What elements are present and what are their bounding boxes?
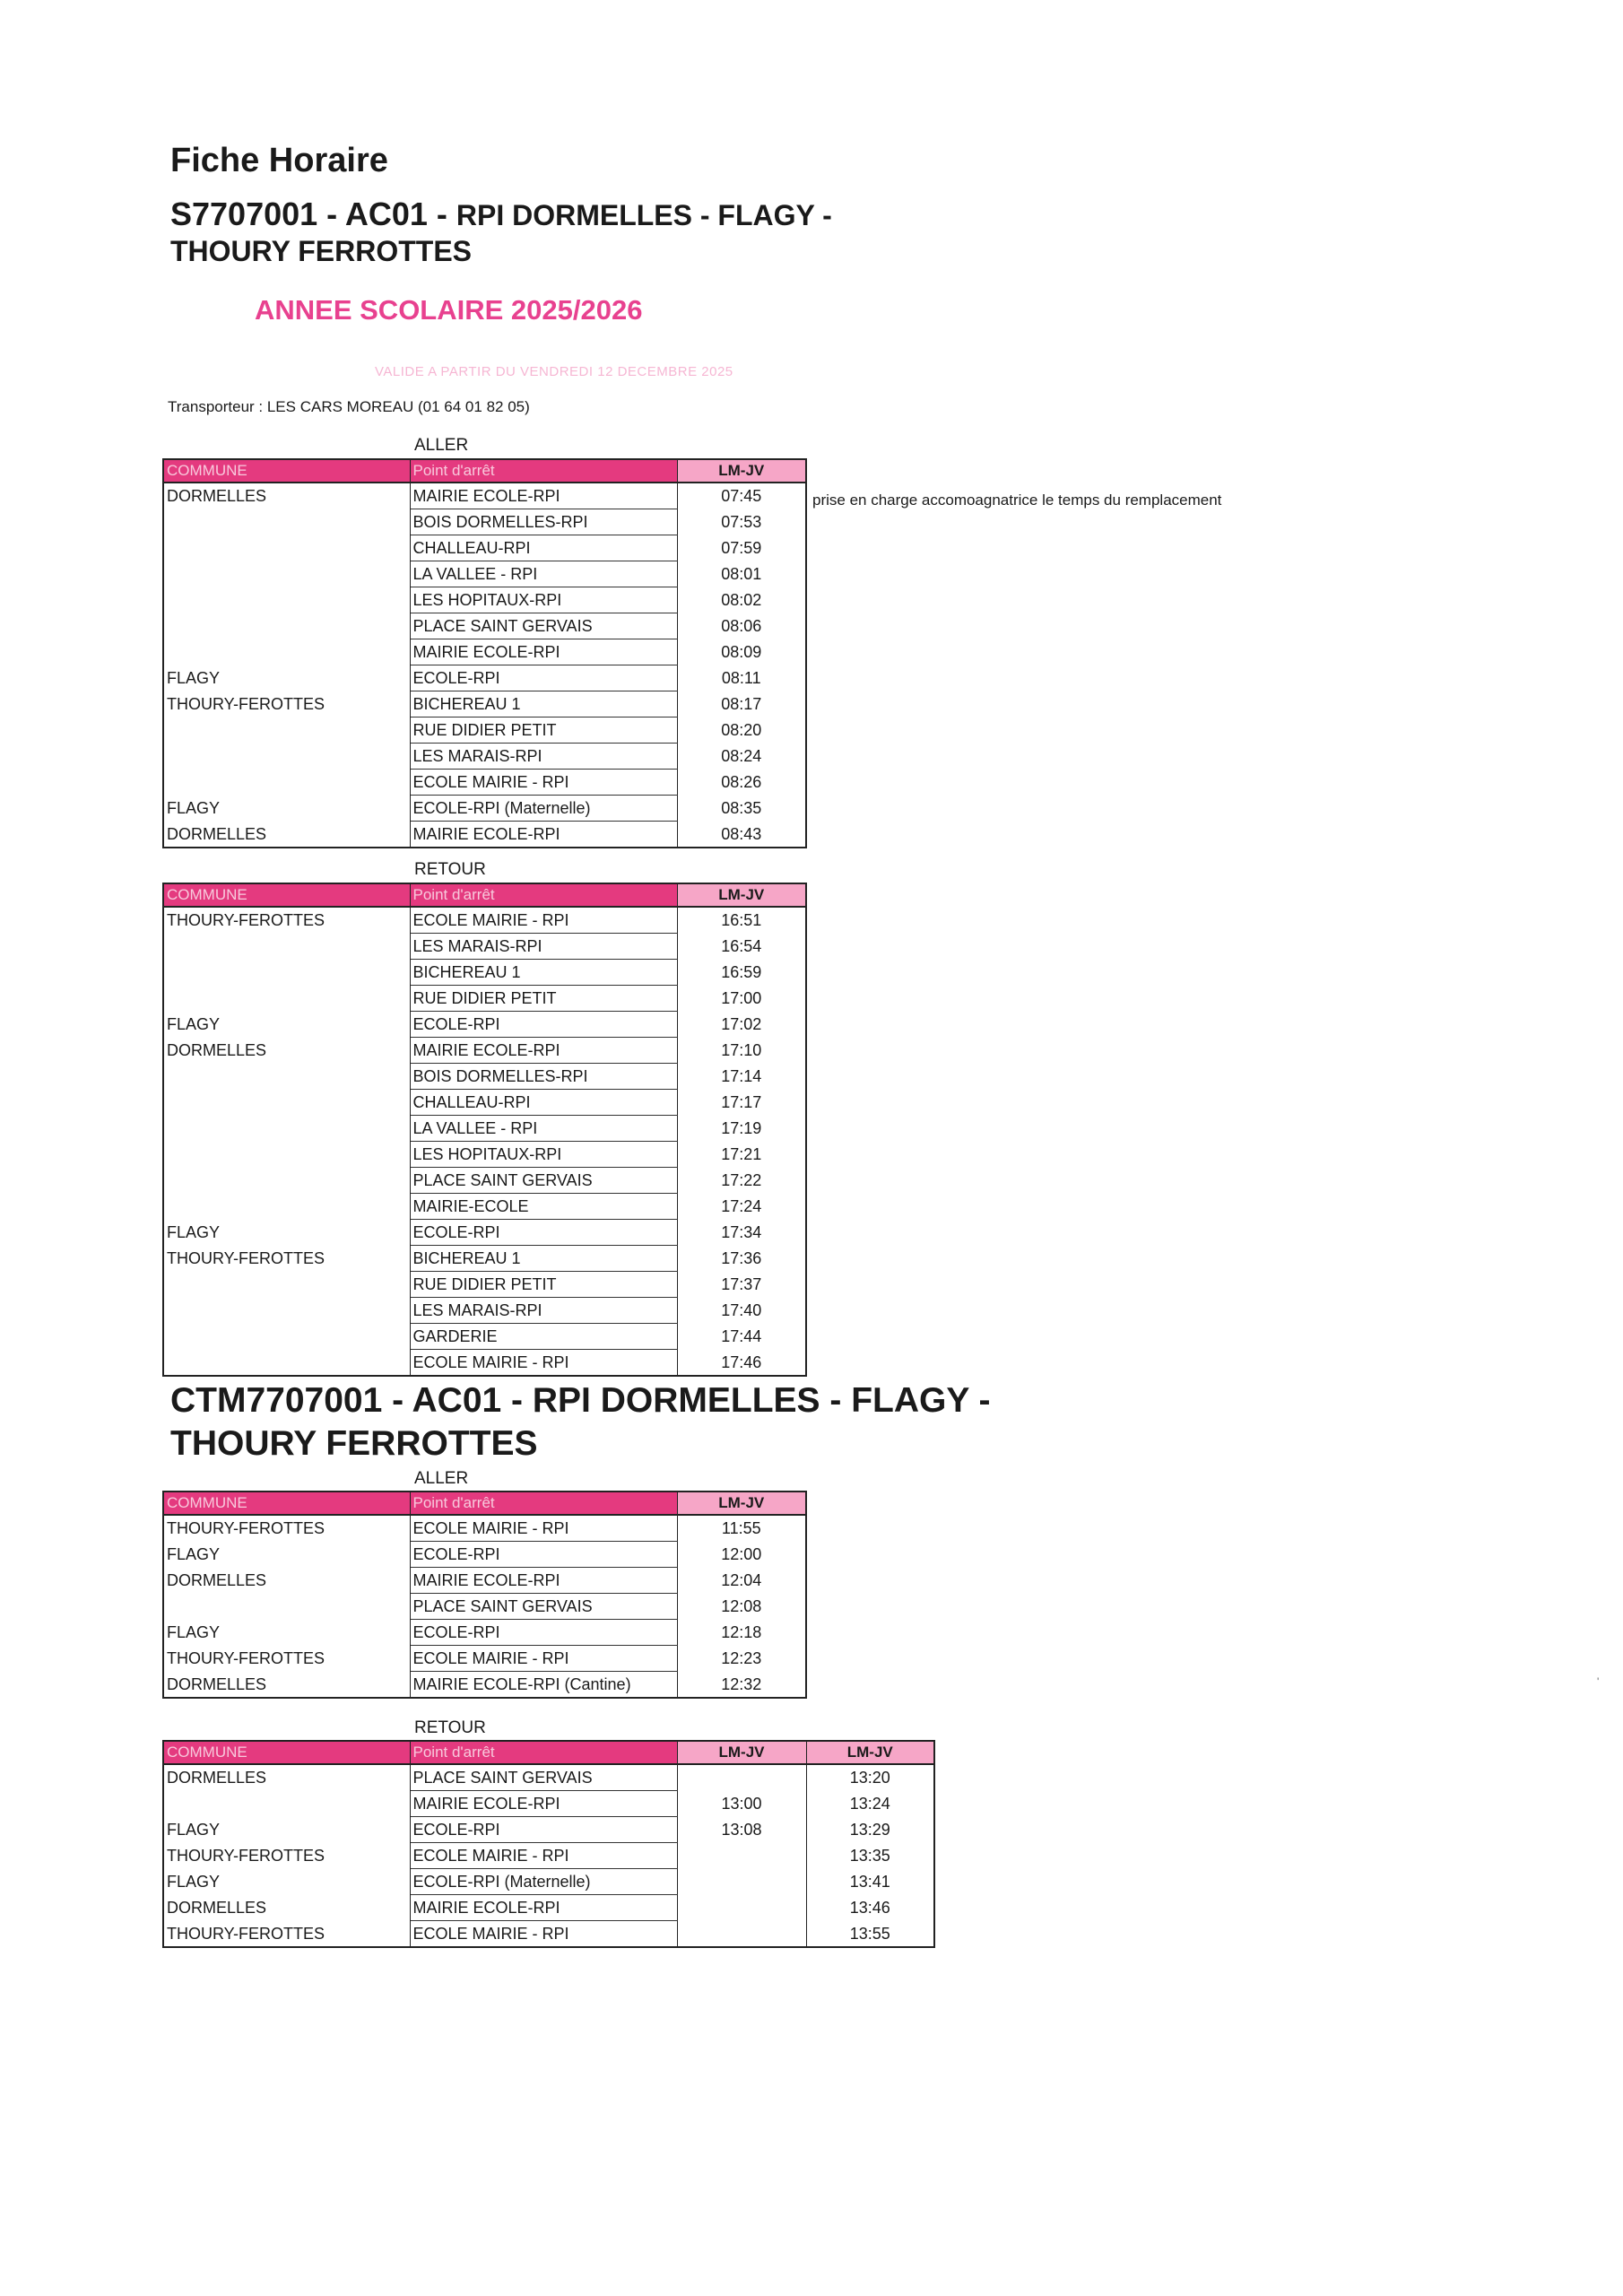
cell-time: 17:34 (721, 1223, 762, 1241)
cell-time: 08:06 (721, 617, 762, 635)
cell-commune: THOURY-FEROTTES (163, 691, 410, 718)
cell-commune: THOURY-FEROTTES (163, 1646, 410, 1672)
header-stop: Point d'arrêt (410, 1741, 677, 1764)
cell-stop: MAIRIE ECOLE-RPI (410, 1038, 677, 1064)
cell-stop: BICHEREAU 1 (410, 960, 677, 986)
table-header-row (163, 1741, 934, 1764)
table-row (163, 665, 806, 691)
carrier-info: Transporteur : LES CARS MOREAU (01 64 01 82 05) (168, 398, 530, 415)
cell-stop: LA VALLEE - RPI (410, 561, 677, 587)
cell-stop: ECOLE MAIRIE - RPI (410, 770, 677, 796)
cell-time: 17:46 (721, 1352, 762, 1371)
cell-time: 12:23 (721, 1649, 762, 1667)
table-header-row (163, 1492, 806, 1515)
cell-time: 08:43 (721, 824, 762, 843)
table-row (163, 1843, 934, 1869)
table-row (163, 1594, 806, 1620)
cell-time: 17:17 (721, 1093, 762, 1111)
cell-stop: LA VALLEE - RPI (410, 1116, 677, 1142)
table-row (163, 1090, 806, 1116)
section2-title-line2: THOURY FERROTTES (170, 1424, 538, 1463)
section2-title-line1: CTM7707001 - AC01 - RPI DORMELLES - FLAGY - (170, 1381, 991, 1420)
table-row (163, 1116, 806, 1142)
pickup-note: prise en charge accomoagnatrice le temps du remplacement (812, 491, 1222, 509)
c-retour-label: RETOUR (414, 1718, 486, 1737)
cell-commune (163, 1168, 410, 1194)
table-row (163, 535, 806, 561)
s-retour-label: RETOUR (414, 860, 486, 879)
validity-notice: VALIDE A PARTIR DU VENDREDI 12 DECEMBRE 2025 (375, 364, 733, 379)
header-time: LM-JV (806, 1741, 934, 1764)
cell-commune (163, 561, 410, 587)
cell-time: 17:19 (721, 1119, 762, 1137)
table-row (163, 1350, 806, 1377)
cell-time: 11:55 (721, 1519, 761, 1538)
cell-commune: DORMELLES (163, 1038, 410, 1064)
header-commune: COMMUNE (163, 1492, 410, 1515)
cell-commune (163, 960, 410, 986)
cell-stop: MAIRIE ECOLE-RPI (410, 1791, 677, 1817)
table-row (163, 561, 806, 587)
cell-stop: BICHEREAU 1 (410, 691, 677, 718)
header-commune: COMMUNE (163, 1741, 410, 1764)
cell-stop: MAIRIE ECOLE-RPI (410, 1895, 677, 1921)
line-code (170, 196, 832, 233)
cell-time: 08:26 (721, 773, 762, 791)
cell-time: 07:45 (721, 487, 762, 506)
cell-time: 13:08 (677, 1817, 806, 1843)
cell-time (677, 1869, 806, 1895)
cell-time: 13:46 (849, 1899, 890, 1917)
table-header-row (163, 883, 806, 907)
cell-stop: MAIRIE ECOLE-RPI (410, 483, 677, 509)
cell-stop: ECOLE-RPI (410, 1620, 677, 1646)
cell-commune (163, 1324, 410, 1350)
cell-stop: RUE DIDIER PETIT (410, 1272, 677, 1298)
cell-commune: THOURY-FEROTTES (163, 1246, 410, 1272)
cell-time: 17:02 (721, 1015, 762, 1033)
cell-stop: ECOLE-RPI (410, 1817, 677, 1843)
cell-time: 08:01 (721, 565, 762, 583)
cell-stop: ECOLE-RPI (410, 1542, 677, 1568)
cell-stop: BICHEREAU 1 (410, 1246, 677, 1272)
cell-stop: ECOLE MAIRIE - RPI (410, 907, 677, 934)
cell-stop: GARDERIE (410, 1324, 677, 1350)
table-row (163, 1298, 806, 1324)
cell-commune: DORMELLES (163, 483, 410, 509)
cell-time: 16:59 (721, 963, 762, 981)
table-row (163, 1064, 806, 1090)
cell-time: 17:21 (721, 1145, 762, 1163)
cell-commune (163, 613, 410, 639)
header-stop: Point d'arrêt (410, 459, 677, 483)
cell-commune: DORMELLES (163, 1568, 410, 1594)
cell-stop: ECOLE MAIRIE - RPI (410, 1843, 677, 1869)
line-code-route-end: THOURY FERROTTES (170, 235, 473, 267)
cell-time: 17:10 (721, 1041, 762, 1059)
cell-commune (163, 1791, 410, 1817)
cell-stop: CHALLEAU-RPI (410, 535, 677, 561)
cell-commune (163, 509, 410, 535)
header-commune: COMMUNE (163, 459, 410, 483)
cell-stop: MAIRIE ECOLE-RPI (410, 639, 677, 665)
table-row (163, 1646, 806, 1672)
header-time: LM-JV (677, 459, 806, 483)
header-stop: Point d'arrêt (410, 1492, 677, 1515)
cell-stop: RUE DIDIER PETIT (410, 718, 677, 744)
header-time: LM-JV (677, 883, 806, 907)
table-row (163, 1324, 806, 1350)
cell-commune (163, 639, 410, 665)
table-row (163, 1568, 806, 1594)
cell-commune: FLAGY (163, 665, 410, 691)
table-row (163, 1038, 806, 1064)
table-row (163, 1620, 806, 1646)
cell-commune: FLAGY (163, 1220, 410, 1246)
cell-commune: FLAGY (163, 1869, 410, 1895)
table-row (163, 1515, 806, 1542)
cell-commune: FLAGY (163, 1620, 410, 1646)
cell-commune (163, 587, 410, 613)
cell-time: 12:08 (721, 1597, 762, 1615)
cell-time: 17:24 (721, 1197, 762, 1215)
cell-time: 12:32 (721, 1674, 762, 1693)
cell-stop: RUE DIDIER PETIT (410, 986, 677, 1012)
table-row (163, 1168, 806, 1194)
cell-stop: CHALLEAU-RPI (410, 1090, 677, 1116)
cell-time: 08:35 (721, 799, 762, 817)
cell-stop: LES MARAIS-RPI (410, 1298, 677, 1324)
cell-commune (163, 1116, 410, 1142)
cell-commune (163, 1064, 410, 1090)
table-row (163, 960, 806, 986)
table-row (163, 1817, 934, 1843)
cell-time: 17:44 (721, 1327, 762, 1345)
cell-stop: LES HOPITAUX-RPI (410, 1142, 677, 1168)
cell-stop: BOIS DORMELLES-RPI (410, 509, 677, 535)
cell-stop: LES HOPITAUX-RPI (410, 587, 677, 613)
cell-commune: DORMELLES (163, 1672, 410, 1699)
cell-time: 08:02 (721, 591, 762, 609)
cell-time: 08:24 (721, 747, 762, 765)
line-code-route: RPI DORMELLES - FLAGY - (456, 199, 832, 231)
cell-commune: FLAGY (163, 796, 410, 822)
cell-time: 17:00 (721, 989, 762, 1007)
cell-stop: MAIRIE-ECOLE (410, 1194, 677, 1220)
cell-time: 08:20 (721, 721, 762, 739)
table-row (163, 986, 806, 1012)
cell-commune (163, 770, 410, 796)
cell-commune: THOURY-FEROTTES (163, 1921, 410, 1948)
table-row (163, 1012, 806, 1038)
table-row (163, 907, 806, 934)
schedule-table-retour (162, 883, 807, 1377)
cell-stop: ECOLE-RPI (410, 1012, 677, 1038)
cell-time: 13:29 (849, 1821, 890, 1839)
table-row (163, 1921, 934, 1948)
cell-stop: ECOLE-RPI (410, 1220, 677, 1246)
table-row (163, 1194, 806, 1220)
table-row (163, 1542, 806, 1568)
schedule-table-ctm-aller (162, 1491, 807, 1699)
cell-commune: THOURY-FEROTTES (163, 1843, 410, 1869)
cell-time: 17:37 (721, 1275, 762, 1293)
cell-time: 13:55 (849, 1924, 890, 1943)
cell-time (677, 1921, 806, 1948)
cell-time: 08:11 (721, 669, 761, 687)
table-row (163, 1869, 934, 1895)
cell-time: 17:14 (721, 1067, 762, 1085)
cell-time: 12:04 (721, 1571, 762, 1589)
cell-stop: ECOLE-RPI (410, 665, 677, 691)
cell-time: 12:18 (721, 1623, 762, 1641)
cell-stop: ECOLE MAIRIE - RPI (410, 1646, 677, 1672)
schedule-table-aller (162, 458, 807, 848)
table-row (163, 691, 806, 718)
table-row (163, 483, 806, 509)
cell-time: 16:51 (721, 911, 762, 930)
cell-stop: PLACE SAINT GERVAIS (410, 1594, 677, 1620)
page-title: Fiche Horaire (170, 142, 388, 179)
cell-time: 08:09 (721, 643, 762, 661)
cell-time: 07:53 (721, 513, 762, 531)
cell-commune: THOURY-FEROTTES (163, 1515, 410, 1542)
cell-time (677, 1764, 806, 1791)
cell-commune (163, 1272, 410, 1298)
table-row (163, 718, 806, 744)
table-row (163, 796, 806, 822)
table-header-row (163, 459, 806, 483)
table-row (163, 822, 806, 848)
header-commune: COMMUNE (163, 883, 410, 907)
cell-stop: ECOLE-RPI (Maternelle) (410, 796, 677, 822)
cell-stop: PLACE SAINT GERVAIS (410, 1168, 677, 1194)
header-time: LM-JV (677, 1741, 806, 1764)
table-row (163, 1764, 934, 1791)
table-row (163, 1895, 934, 1921)
header-time: LM-JV (677, 1492, 806, 1515)
cell-commune: THOURY-FEROTTES (163, 907, 410, 934)
cell-time: 08:17 (721, 695, 762, 713)
cell-commune: DORMELLES (163, 822, 410, 848)
cell-commune (163, 718, 410, 744)
table-row (163, 744, 806, 770)
page-mark: ' (1597, 1675, 1600, 1688)
cell-stop: MAIRIE ECOLE-RPI (Cantine) (410, 1672, 677, 1699)
cell-time: 17:36 (721, 1249, 762, 1267)
table-row (163, 934, 806, 960)
table-row (163, 1672, 806, 1699)
cell-commune (163, 1298, 410, 1324)
cell-time: 17:40 (721, 1301, 762, 1319)
table-row (163, 1246, 806, 1272)
cell-stop: LES MARAIS-RPI (410, 744, 677, 770)
cell-stop: ECOLE MAIRIE - RPI (410, 1350, 677, 1377)
table-row (163, 613, 806, 639)
cell-time (677, 1895, 806, 1921)
cell-commune: DORMELLES (163, 1895, 410, 1921)
table-row (163, 1220, 806, 1246)
table-row (163, 770, 806, 796)
cell-stop: ECOLE MAIRIE - RPI (410, 1921, 677, 1948)
cell-commune (163, 1350, 410, 1377)
cell-time: 13:20 (849, 1769, 890, 1787)
school-year: ANNEE SCOLAIRE 2025/2026 (255, 294, 643, 326)
table-row (163, 587, 806, 613)
cell-stop: BOIS DORMELLES-RPI (410, 1064, 677, 1090)
cell-time: 13:24 (849, 1795, 890, 1813)
cell-commune (163, 934, 410, 960)
c-aller-label: ALLER (414, 1469, 469, 1488)
table-row (163, 509, 806, 535)
schedule-table-ctm-retour (162, 1740, 935, 1948)
s-aller-label: ALLER (414, 436, 469, 455)
cell-commune (163, 986, 410, 1012)
cell-time: 17:22 (721, 1171, 762, 1189)
table-row (163, 1142, 806, 1168)
cell-stop: ECOLE-RPI (Maternelle) (410, 1869, 677, 1895)
table-row (163, 639, 806, 665)
cell-commune (163, 1142, 410, 1168)
table-row (163, 1272, 806, 1298)
cell-stop: PLACE SAINT GERVAIS (410, 613, 677, 639)
cell-commune: DORMELLES (163, 1764, 410, 1791)
cell-commune: FLAGY (163, 1012, 410, 1038)
cell-time: 12:00 (721, 1545, 762, 1563)
cell-time: 13:35 (849, 1847, 890, 1865)
cell-stop: MAIRIE ECOLE-RPI (410, 822, 677, 848)
cell-commune: FLAGY (163, 1542, 410, 1568)
cell-commune (163, 1594, 410, 1620)
cell-time (677, 1843, 806, 1869)
cell-commune (163, 535, 410, 561)
cell-time: 13:41 (849, 1873, 890, 1891)
table-row (163, 1791, 934, 1817)
cell-commune (163, 744, 410, 770)
cell-stop: LES MARAIS-RPI (410, 934, 677, 960)
cell-stop: ECOLE MAIRIE - RPI (410, 1515, 677, 1542)
cell-time: 07:59 (721, 539, 762, 557)
line-code-main: S7707001 - AC01 - (170, 196, 456, 232)
cell-commune (163, 1194, 410, 1220)
cell-stop: MAIRIE ECOLE-RPI (410, 1568, 677, 1594)
cell-time: 16:54 (721, 937, 762, 955)
header-stop: Point d'arrêt (410, 883, 677, 907)
cell-commune: FLAGY (163, 1817, 410, 1843)
cell-stop: PLACE SAINT GERVAIS (410, 1764, 677, 1791)
cell-time: 13:00 (677, 1791, 806, 1817)
cell-commune (163, 1090, 410, 1116)
